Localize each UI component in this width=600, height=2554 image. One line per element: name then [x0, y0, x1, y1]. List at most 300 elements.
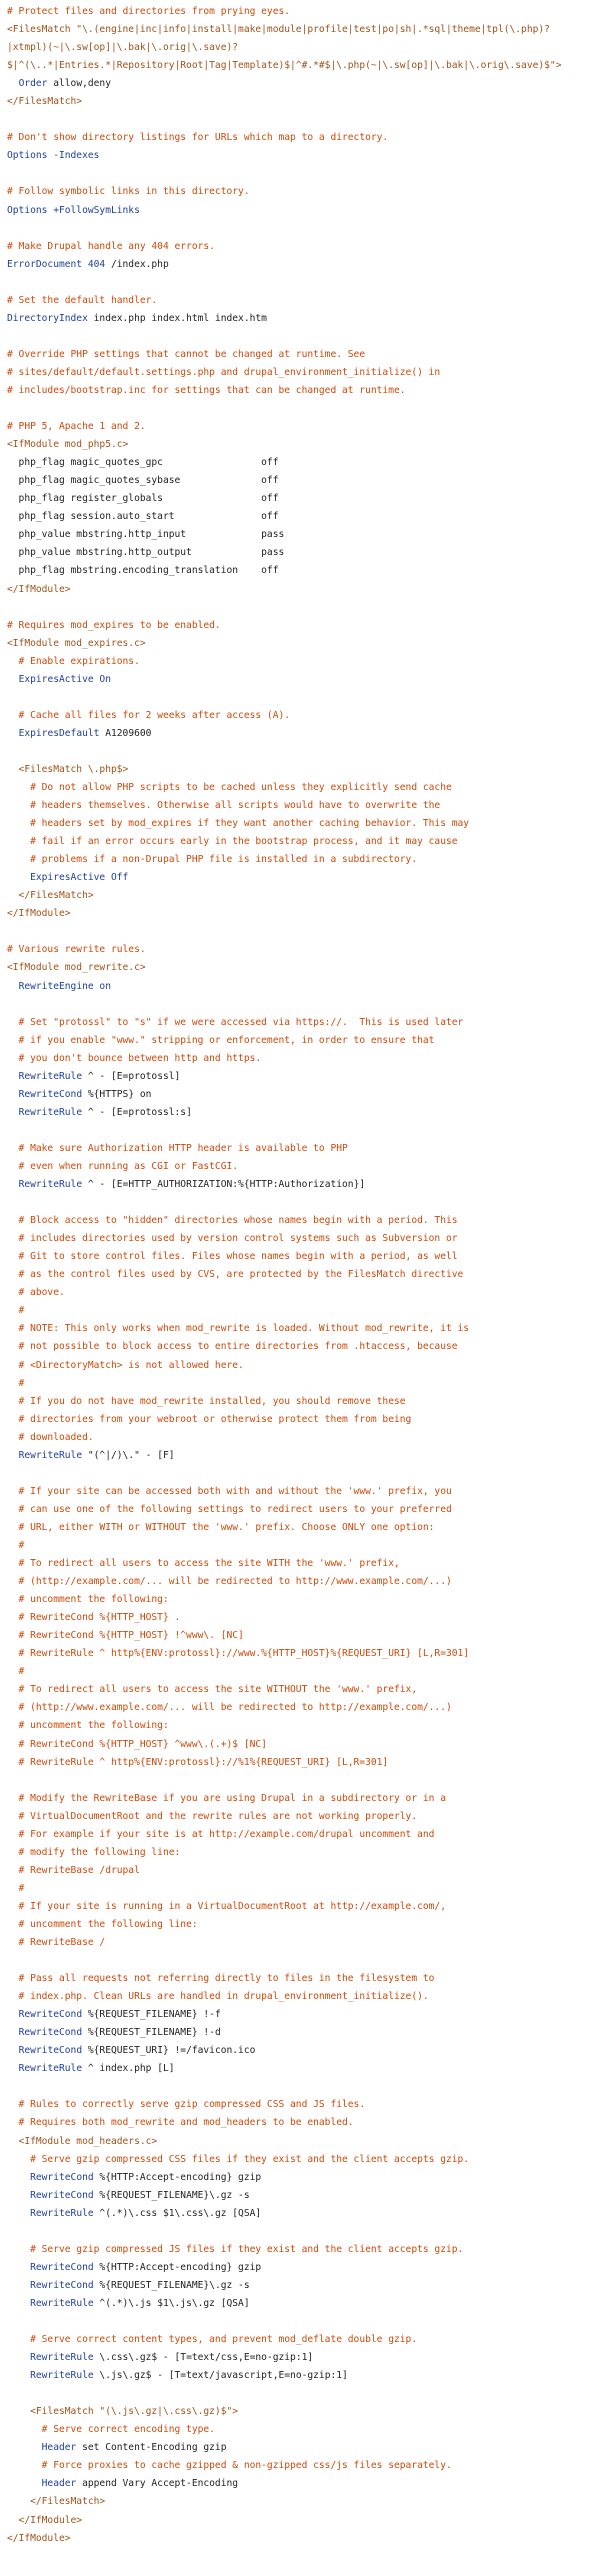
code-line	[7, 1050, 597, 1068]
comment-text: # directories from your webroot or otherwise protect them from being	[7, 1413, 412, 1425]
code-line	[7, 887, 597, 905]
code-line	[7, 1754, 597, 1772]
code-line	[7, 2060, 597, 2078]
code-line	[7, 1266, 597, 1284]
block-tag: <FilesMatch "(\.js\.gz|\.css\.gz)$">	[7, 2406, 239, 2418]
code-text: \.css\.gz$ - [T=text/css,E=no-gzip:1]	[93, 2352, 314, 2364]
code-text	[7, 2262, 30, 2273]
comment-text: # Set "protossl" to "s" if we were accessed via https://. This is used later	[7, 1016, 464, 1028]
code-line	[7, 1158, 597, 1176]
directive-keyword: Options +FollowSymLinks	[7, 204, 140, 216]
code-line	[7, 2006, 597, 2024]
code-line	[7, 544, 597, 562]
code-line	[7, 1970, 597, 1988]
code-line	[7, 1302, 597, 1320]
directive-keyword: RewriteRule	[18, 1449, 83, 1461]
code-line	[7, 1645, 597, 1663]
comment-text: # NOTE: This only works when mod_rewrite is loaded. Without mod_rewrite, it is	[7, 1323, 470, 1335]
comment-text: # If your site is running in a VirtualDocumentRoot at http://example.com/,	[7, 1900, 446, 1912]
blank-line	[7, 220, 597, 238]
code-line	[7, 1411, 597, 1429]
block-tag: <IfModule mod_rewrite.c>	[7, 962, 146, 974]
block-tag: </FilesMatch>	[7, 96, 83, 108]
code-line	[7, 1555, 597, 1573]
code-line	[7, 1627, 597, 1645]
directive-keyword: RewriteCond	[18, 1088, 83, 1100]
code-text	[7, 1071, 19, 1082]
code-line	[7, 129, 597, 147]
code-line	[7, 905, 597, 923]
code-line	[7, 1916, 597, 1934]
block-tag: </IfModule>	[7, 583, 71, 595]
code-line	[7, 635, 597, 653]
block-tag: <IfModule mod_headers.c>	[7, 2135, 158, 2147]
code-text: %{HTTPS} on	[82, 1088, 152, 1100]
comment-text: # Git to store control files. Files whose names begin with a period, as well	[7, 1251, 458, 1263]
code-line	[7, 2512, 597, 2530]
code-text	[7, 1089, 19, 1100]
code-text: allow,deny	[47, 78, 111, 90]
code-line	[7, 2295, 597, 2313]
code-text	[7, 2063, 19, 2074]
code-line	[7, 1826, 597, 1844]
code-line	[7, 725, 597, 743]
code-line	[7, 418, 597, 436]
directive-keyword: ExpiresDefault	[18, 727, 100, 739]
code-text	[7, 2190, 30, 2201]
code-line	[7, 815, 597, 833]
code-text: ^ index.php [L]	[82, 2063, 175, 2075]
comment-text: # PHP 5, Apache 1 and 2.	[7, 421, 146, 433]
code-line	[7, 1429, 597, 1447]
code-line	[7, 959, 597, 977]
code-line	[7, 39, 597, 57]
block-tag: </IfModule>	[7, 2532, 71, 2544]
code-line	[7, 617, 597, 635]
comment-text: # RewriteBase /drupal	[7, 1864, 140, 1876]
code-line	[7, 2259, 597, 2277]
directive-keyword: RewriteRule	[30, 2207, 94, 2219]
code-text: %{REQUEST_URI} !=/favicon.ico	[82, 2045, 256, 2057]
comment-text: # Serve gzip compressed CSS files if they exist and the client accepts gzip.	[7, 2153, 470, 2165]
blank-line	[7, 165, 597, 183]
code-text	[7, 1107, 19, 1118]
comment-text: # headers set by mod_expires if they want another caching behavior. This may	[7, 818, 470, 830]
code-line	[7, 1501, 597, 1519]
comment-text: # VirtualDocumentRoot and the rewrite rules are not working properly.	[7, 1810, 418, 1822]
code-line	[7, 2349, 597, 2367]
blank-line	[7, 2385, 597, 2403]
comment-text: # as the control files used by CVS, are protected by the FilesMatch directive	[7, 1269, 464, 1281]
code-text	[7, 2280, 30, 2291]
comment-text: # RewriteCond %{HTTP_HOST} .	[7, 1612, 181, 1624]
blank-line	[7, 2313, 597, 2331]
comment-text: # if you enable "www." stripping or enforcement, in order to ensure that	[7, 1034, 435, 1046]
comment-text: # modify the following line:	[7, 1846, 181, 1858]
code-line	[7, 2277, 597, 2295]
comment-text: # To redirect all users to access the site WITH the 'www.' prefix,	[7, 1558, 400, 1570]
code-line	[7, 21, 597, 39]
code-line	[7, 2457, 597, 2475]
code-line	[7, 761, 597, 779]
code-line	[7, 1681, 597, 1699]
comment-text: # Modify the RewriteBase if you are using Drupal in a subdirectory or in a	[7, 1792, 446, 1804]
code-line	[7, 1284, 597, 1302]
code-text: set Content-Encoding gzip	[76, 2442, 227, 2454]
comment-text: # uncomment the following line:	[7, 1918, 198, 1930]
block-tag: <FilesMatch "\.(engine|inc|info|install|make|module|profile|test|po|sh|.*sql|theme|tpl(\.php)?	[7, 24, 550, 36]
directive-keyword: RewriteCond	[18, 2045, 83, 2057]
comment-text: # Serve gzip compressed JS files if they exist and the client accepts gzip.	[7, 2243, 464, 2255]
directive-keyword: RewriteRule	[18, 1070, 83, 1082]
directive-keyword: RewriteCond	[18, 2009, 83, 2021]
code-text: \.js\.gz$ - [T=text/javascript,E=no-gzip:1]	[93, 2370, 348, 2382]
comment-text: #	[7, 1539, 25, 1551]
blank-line	[7, 111, 597, 129]
comment-text: # above.	[7, 1287, 65, 1299]
directive-keyword: Options -Indexes	[7, 150, 100, 162]
code-line	[7, 2187, 597, 2205]
comment-text: # uncomment the following:	[7, 1720, 169, 1732]
code-text	[7, 1179, 19, 1190]
code-line	[7, 75, 597, 93]
comment-text: # RewriteCond %{HTTP_HOST} ^www\.(.+)$ [NC]	[7, 1738, 267, 1750]
comment-text: # you don't bounce between http and https.	[7, 1052, 262, 1064]
code-line	[7, 1393, 597, 1411]
code-line	[7, 238, 597, 256]
directive-keyword: RewriteRule	[30, 2352, 94, 2364]
code-line	[7, 436, 597, 454]
directive-keyword: RewriteCond	[18, 2027, 83, 2039]
code-text: ^ - [E=protossl]	[82, 1070, 181, 1082]
code-text: ^(.*)\.css $1\.css\.gz [QSA]	[93, 2207, 262, 2219]
code-line	[7, 2421, 597, 2439]
code-line	[7, 490, 597, 508]
comment-text: # For example if your site is at http://example.com/drupal uncomment and	[7, 1828, 435, 1840]
code-text	[7, 2442, 42, 2453]
code-text	[7, 1450, 19, 1461]
code-line	[7, 346, 597, 364]
comment-text: # Block access to "hidden" directories whose names begin with a period. This	[7, 1215, 458, 1227]
blank-line	[7, 743, 597, 761]
code-text	[7, 2298, 30, 2309]
code-line	[7, 1248, 597, 1266]
code-text: %{REQUEST_FILENAME} !-d	[82, 2027, 221, 2039]
comment-text: # If your site can be accessed both with and without the 'www.' prefix, you	[7, 1485, 452, 1497]
code-line	[7, 2042, 597, 2060]
block-tag: </FilesMatch>	[7, 2496, 106, 2508]
code-line	[7, 1537, 597, 1555]
code-line	[7, 1320, 597, 1338]
directive-keyword: RewriteEngine on	[18, 980, 111, 992]
comment-text: # Force proxies to cache gzipped & non-gzipped css/js files separately.	[7, 2460, 452, 2472]
code-text	[7, 2352, 30, 2363]
code-text	[7, 872, 30, 883]
code-line	[7, 1808, 597, 1826]
code-line	[7, 2530, 597, 2548]
code-text: php_flag magic_quotes_sybase off	[7, 475, 279, 487]
block-tag: $|^(\..*|Entries.*|Repository|Root|Tag|Template)$|^#.*#$|\.php(~|\.sw[op]|\.bak|\.orig\.save)$">	[7, 60, 562, 72]
block-tag: </IfModule>	[7, 2514, 83, 2526]
code-line	[7, 1736, 597, 1754]
comment-text: # Enable expirations.	[7, 655, 140, 667]
comment-text: # Protect files and directories from prying eyes.	[7, 6, 291, 17]
code-text	[7, 981, 19, 992]
code-line	[7, 202, 597, 220]
code-line	[7, 2475, 597, 2493]
blank-line	[7, 1122, 597, 1140]
code-line	[7, 1844, 597, 1862]
blank-line	[7, 328, 597, 346]
code-line	[7, 1862, 597, 1880]
directive-keyword: Header	[41, 2478, 77, 2490]
code-line	[7, 869, 597, 887]
comment-text: # downloaded.	[7, 1431, 94, 1443]
directive-keyword: ExpiresActive On	[18, 673, 111, 685]
comment-text: # Make sure Authorization HTTP header is available to PHP	[7, 1142, 348, 1154]
code-line	[7, 1663, 597, 1681]
code-text: /index.php	[105, 258, 169, 270]
code-line	[7, 364, 597, 382]
comment-text: # Serve correct encoding type.	[7, 2424, 215, 2436]
comment-text: # problems if a non-Drupal PHP file is installed in a subdirectory.	[7, 854, 418, 866]
directive-keyword: RewriteCond	[30, 2189, 94, 2201]
comment-text: # headers themselves. Otherwise all scripts would have to overwrite the	[7, 800, 441, 812]
comment-text: # Requires mod_expires to be enabled.	[7, 619, 221, 631]
code-line	[7, 472, 597, 490]
comment-text: # Cache all files for 2 weeks after access (A).	[7, 709, 291, 721]
code-line	[7, 851, 597, 869]
code-text: php_value mbstring.http_input pass	[7, 529, 285, 541]
code-text: ^ - [E=protossl:s]	[82, 1106, 192, 1118]
comment-text: # Serve correct content types, and prevent mod_deflate double gzip.	[7, 2334, 418, 2346]
code-line	[7, 2096, 597, 2114]
comment-text: # Various rewrite rules.	[7, 944, 146, 956]
comment-text: # uncomment the following:	[7, 1594, 169, 1606]
code-line	[7, 256, 597, 274]
code-text: %{REQUEST_FILENAME} !-f	[82, 2009, 221, 2021]
code-line	[7, 2493, 597, 2511]
comment-text: # Don't show directory listings for URLs which map to a directory.	[7, 132, 389, 144]
code-text: append Vary Accept-Encoding	[76, 2478, 239, 2490]
code-line	[7, 1338, 597, 1356]
code-line	[7, 1898, 597, 1916]
directive-keyword: RewriteRule	[30, 2297, 94, 2309]
code-text: index.php index.html index.htm	[87, 312, 267, 324]
blank-line	[7, 400, 597, 418]
comment-text: #	[7, 1666, 25, 1678]
code-line	[7, 797, 597, 815]
code-text	[7, 674, 19, 685]
comment-text: # URL, either WITH or WITHOUT the 'www.' prefix. Choose ONLY one option:	[7, 1521, 435, 1533]
directive-keyword: RewriteCond	[30, 2261, 94, 2273]
code-text	[7, 2172, 30, 2183]
code-line	[7, 707, 597, 725]
code-line	[7, 1212, 597, 1230]
comment-text: # (http://example.com/... will be redirected to http://www.example.com/...)	[7, 1576, 452, 1588]
code-text	[7, 78, 19, 89]
blank-line	[7, 923, 597, 941]
comment-text: # index.php. Clean URLs are handled in drupal_environment_initialize().	[7, 1991, 429, 2003]
code-line	[7, 2403, 597, 2421]
comment-text: # includes/bootstrap.inc for settings that can be changed at runtime.	[7, 384, 406, 396]
code-line	[7, 2205, 597, 2223]
blank-line	[7, 599, 597, 617]
block-tag: <IfModule mod_php5.c>	[7, 439, 129, 451]
directive-keyword: RewriteRule	[18, 1179, 83, 1191]
code-line	[7, 1591, 597, 1609]
blank-line	[7, 2223, 597, 2241]
code-text: php_value mbstring.http_output pass	[7, 547, 285, 559]
code-line	[7, 1717, 597, 1735]
comment-text: # RewriteCond %{HTTP_HOST} !^www\. [NC]	[7, 1630, 244, 1642]
code-text: %{HTTP:Accept-encoding} gzip	[93, 2261, 262, 2273]
directive-keyword: ExpiresActive Off	[30, 872, 129, 884]
comment-text: #	[7, 1882, 25, 1894]
comment-text: # RewriteBase /	[7, 1937, 106, 1949]
directive-keyword: Header	[41, 2442, 77, 2454]
code-text	[7, 2478, 42, 2489]
code-line	[7, 1519, 597, 1537]
code-line	[7, 1880, 597, 1898]
directive-keyword: RewriteCond	[30, 2171, 94, 2183]
code-line	[7, 581, 597, 599]
code-text	[7, 2045, 19, 2056]
code-line	[7, 183, 597, 201]
code-line	[7, 1988, 597, 2006]
comment-text: #	[7, 1377, 25, 1389]
code-line	[7, 526, 597, 544]
code-line	[7, 2151, 597, 2169]
comment-text: # fail if an error occurs early in the bootstrap process, and it may cause	[7, 836, 458, 848]
code-line	[7, 1104, 597, 1122]
comment-text: # Pass all requests not referring directly to files in the filesystem to	[7, 1973, 435, 1985]
code-line	[7, 2331, 597, 2349]
code-line	[7, 1934, 597, 1952]
code-line	[7, 1609, 597, 1627]
blank-line	[7, 2078, 597, 2096]
directive-keyword: ErrorDocument 404	[7, 258, 106, 270]
comment-text: # Make Drupal handle any 404 errors.	[7, 240, 215, 252]
code-line	[7, 1086, 597, 1104]
code-line	[7, 833, 597, 851]
block-tag: <IfModule mod_expires.c>	[7, 637, 146, 649]
code-line	[7, 3, 597, 21]
code-line	[7, 2241, 597, 2259]
code-line	[7, 57, 597, 75]
code-line	[7, 454, 597, 472]
blank-line	[7, 1772, 597, 1790]
code-text: php_flag session.auto_start off	[7, 511, 279, 523]
code-line	[7, 2367, 597, 2385]
block-tag: <FilesMatch \.php$>	[7, 763, 129, 775]
code-text	[7, 2009, 19, 2020]
comment-text: # To redirect all users to access the site WITHOUT the 'www.' prefix,	[7, 1684, 418, 1696]
code-line	[7, 1176, 597, 1194]
code-line	[7, 779, 597, 797]
code-line	[7, 1790, 597, 1808]
code-line	[7, 941, 597, 959]
directive-keyword: RewriteRule	[30, 2370, 94, 2382]
code-line	[7, 2169, 597, 2187]
code-text: php_flag register_globals off	[7, 493, 279, 505]
code-line	[7, 1032, 597, 1050]
code-line	[7, 1357, 597, 1375]
code-text: php_flag magic_quotes_gpc off	[7, 457, 279, 469]
comment-text: # includes directories used by version control systems such as Subversion or	[7, 1233, 458, 1245]
comment-text: # can use one of the following settings to redirect users to your preferred	[7, 1503, 452, 1515]
code-line	[7, 2439, 597, 2457]
code-line	[7, 2024, 597, 2042]
code-text	[7, 728, 19, 739]
directive-keyword: Order	[18, 78, 48, 90]
code-line	[7, 671, 597, 689]
comment-text: # RewriteRule ^ http%{ENV:protossl}://www.%{HTTP_HOST}%{REQUEST_URI} [L,R=301]	[7, 1648, 470, 1660]
code-line	[7, 1014, 597, 1032]
directive-keyword: RewriteRule	[18, 1106, 83, 1118]
comment-text: # Override PHP settings that cannot be changed at runtime. See	[7, 348, 366, 360]
code-text: "(^|/)\." - [F]	[82, 1449, 175, 1461]
code-line	[7, 310, 597, 328]
code-text: %{HTTP:Accept-encoding} gzip	[93, 2171, 262, 2183]
comment-text: # sites/default/default.settings.php and drupal_environment_initialize() in	[7, 366, 441, 378]
code-line	[7, 1573, 597, 1591]
comment-text: # not possible to block access to entire directories from .htaccess, because	[7, 1341, 458, 1353]
code-text: ^(.*)\.js $1\.js\.gz [QSA]	[93, 2297, 250, 2309]
directive-keyword: RewriteCond	[30, 2279, 94, 2291]
code-line	[7, 562, 597, 580]
code-line	[7, 2133, 597, 2151]
block-tag: </IfModule>	[7, 908, 71, 920]
code-line	[7, 1483, 597, 1501]
code-line	[7, 978, 597, 996]
comment-text: # If you do not have mod_rewrite installed, you should remove these	[7, 1395, 406, 1407]
comment-text: # Rules to correctly serve gzip compressed CSS and JS files.	[7, 2099, 366, 2111]
blank-line	[7, 689, 597, 707]
directive-keyword: RewriteRule	[18, 2063, 83, 2075]
blank-line	[7, 1194, 597, 1212]
comment-text: # Follow symbolic links in this directory.	[7, 186, 250, 198]
code-line	[7, 93, 597, 111]
code-line	[7, 653, 597, 671]
blank-line	[7, 1952, 597, 1970]
comment-text: # RewriteRule ^ http%{ENV:protossl}://%1%{REQUEST_URI} [L,R=301]	[7, 1756, 389, 1768]
comment-text: # Do not allow PHP scripts to be cached unless they explicitly send cache	[7, 782, 452, 794]
comment-text: # Requires both mod_rewrite and mod_headers to be enabled.	[7, 2117, 354, 2129]
blank-line	[7, 274, 597, 292]
comment-text: #	[7, 1305, 25, 1317]
code-text: ^ - [E=HTTP_AUTHORIZATION:%{HTTP:Authorization}]	[82, 1179, 366, 1191]
directive-keyword: DirectoryIndex	[7, 312, 88, 324]
code-text: A1209600	[99, 727, 152, 739]
comment-text: # even when running as CGI or FastCGI.	[7, 1161, 239, 1172]
code-line	[7, 382, 597, 400]
code-text	[7, 2208, 30, 2219]
code-text	[7, 2370, 30, 2381]
code-line	[7, 2114, 597, 2132]
htaccess-code-listing	[7, 3, 597, 2548]
block-tag: </FilesMatch>	[7, 890, 94, 902]
code-line	[7, 1230, 597, 1248]
code-text: %{REQUEST_FILENAME}\.gz -s	[93, 2189, 250, 2201]
code-line	[7, 292, 597, 310]
block-tag: |xtmpl)(~|\.sw[op]|\.bak|\.orig|\.save)?	[7, 42, 239, 54]
blank-line	[7, 1465, 597, 1483]
code-line	[7, 1375, 597, 1393]
code-text	[7, 2027, 19, 2038]
comment-text: # Set the default handler.	[7, 294, 158, 306]
code-line	[7, 1447, 597, 1465]
